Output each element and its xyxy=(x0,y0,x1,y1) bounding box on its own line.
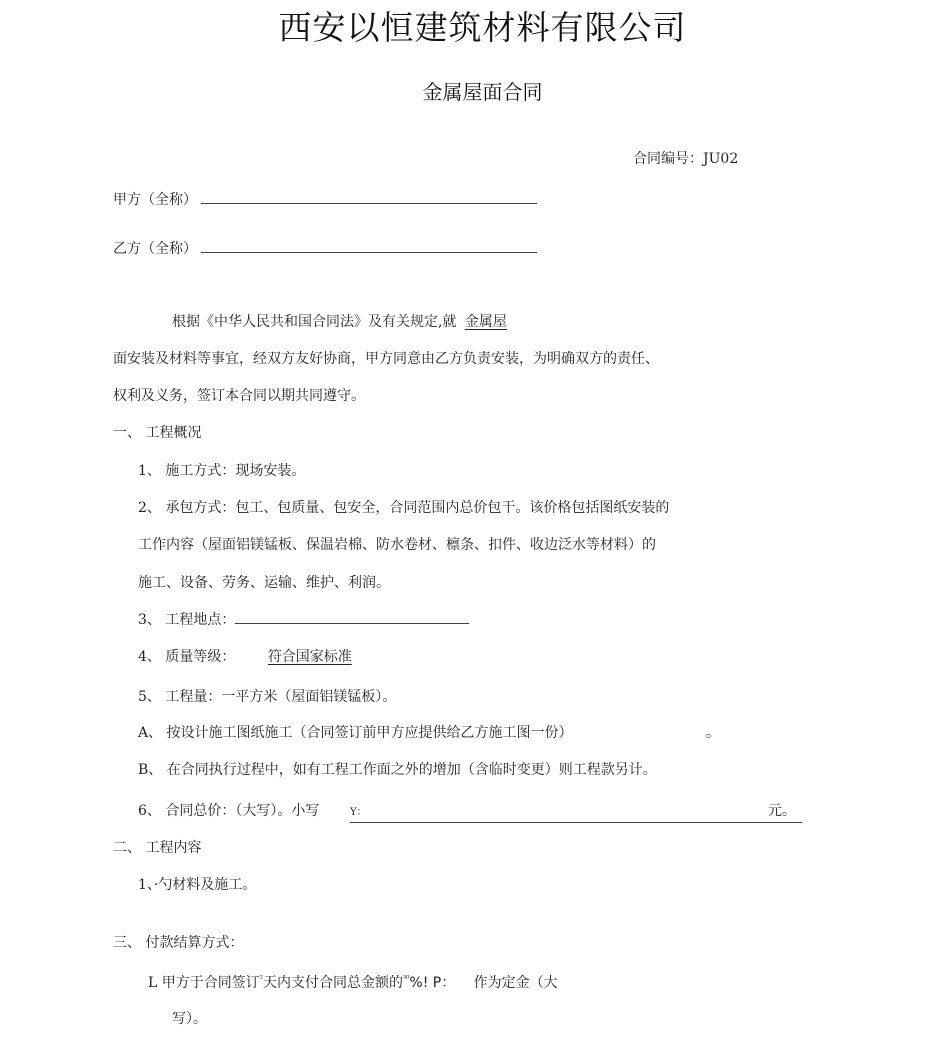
section-1-item-b: B、 在合同执行过程中，如有工程工作面之外的增加（含临时变更）则工程款另计。 xyxy=(138,762,657,778)
payment-suffix: 作为定金（大 xyxy=(473,975,558,991)
total-price-label: 6、 合同总价：（大写）。小写 xyxy=(138,803,320,819)
section-2-item-1: 1、·勺材料及施工。 xyxy=(138,877,257,893)
party-b-line xyxy=(113,240,537,258)
yen-sign: Y： xyxy=(350,807,367,818)
intro-line-1-text: 根据《中华人民共和国合同法》及有关规定,就 xyxy=(172,314,457,330)
payment-prefix: L 甲方于合同签订 xyxy=(148,975,260,991)
party-a-line xyxy=(113,191,537,209)
quality-level-label: 4、 质量等级： xyxy=(138,649,236,665)
section-1-item-6 xyxy=(138,802,319,820)
payment-mid: 天内支付合同总金额的 xyxy=(262,975,403,991)
party-b-label: 乙方（全称） xyxy=(113,241,197,257)
party-b-blank xyxy=(201,252,537,253)
payment-days: ² xyxy=(259,974,263,983)
section-1-item-5: 5、 工程量：一平方米（屋面铝镁锰板）。 xyxy=(138,689,397,705)
project-location-label: 3、 工程地点： xyxy=(138,612,236,628)
contract-number xyxy=(633,150,738,168)
section-3-item-1-line-2: 写）。 xyxy=(172,1011,207,1027)
payment-garbled: %! P： xyxy=(409,975,456,991)
section-1-item-4 xyxy=(138,648,352,666)
contract-number-label: 合同编号： xyxy=(633,151,703,167)
party-a-blank xyxy=(201,203,537,204)
section-1-heading: 一、 工程概况 xyxy=(113,425,202,441)
party-a-label: 甲方（全称） xyxy=(113,192,197,208)
contract-title: 金属屋面合同 xyxy=(422,80,543,104)
intro-subject: 金属屋 xyxy=(464,314,507,330)
section-1-item-a-end: 。 xyxy=(706,725,720,741)
quality-level-value: 符合国家标准 xyxy=(267,649,352,665)
section-1-item-1: 1、 施工方式：现场安装。 xyxy=(138,463,306,479)
total-price-blank xyxy=(350,802,802,823)
section-1-item-2-line-3: 施工、设备、劳务、运输、维护、利润。 xyxy=(138,575,390,591)
project-location-blank xyxy=(235,623,469,624)
section-1-item-a: A、 按设计施工图纸施工（合同签订前甲方应提供给乙方施工图一份） xyxy=(138,725,573,741)
intro-line-2: 面安装及材料等事宜，经双方友好协商，甲方同意由乙方负责安装，为明确双方的责任、 xyxy=(113,351,659,367)
contract-number-value: JU02 xyxy=(703,151,739,167)
company-name: 西安以恒建筑材料有限公司 xyxy=(278,8,687,47)
section-3-item-1-line-1 xyxy=(148,970,558,992)
intro-line-3: 权利及义务，签订本合同以期共同遵守。 xyxy=(113,388,365,404)
section-3-heading: 三、 付款结算方式： xyxy=(113,935,244,951)
total-price-unit: 元。 xyxy=(768,803,796,819)
section-2-heading: 二、 工程内容 xyxy=(113,840,202,856)
payment-percent: ³⁰ xyxy=(402,974,410,983)
section-1-item-2-line-2: 工作内容（屋面铝镁锰板、保温岩棉、防水卷材、檩条、扣件、收边泛水等材料）的 xyxy=(138,537,656,553)
section-1-item-2-line-1: 2、 承包方式：包工、包质量、包安全，合同范围内总价包干。该价格包括图纸安装的 xyxy=(138,500,670,516)
intro-line-1 xyxy=(172,313,507,331)
section-1-item-3 xyxy=(138,611,469,629)
